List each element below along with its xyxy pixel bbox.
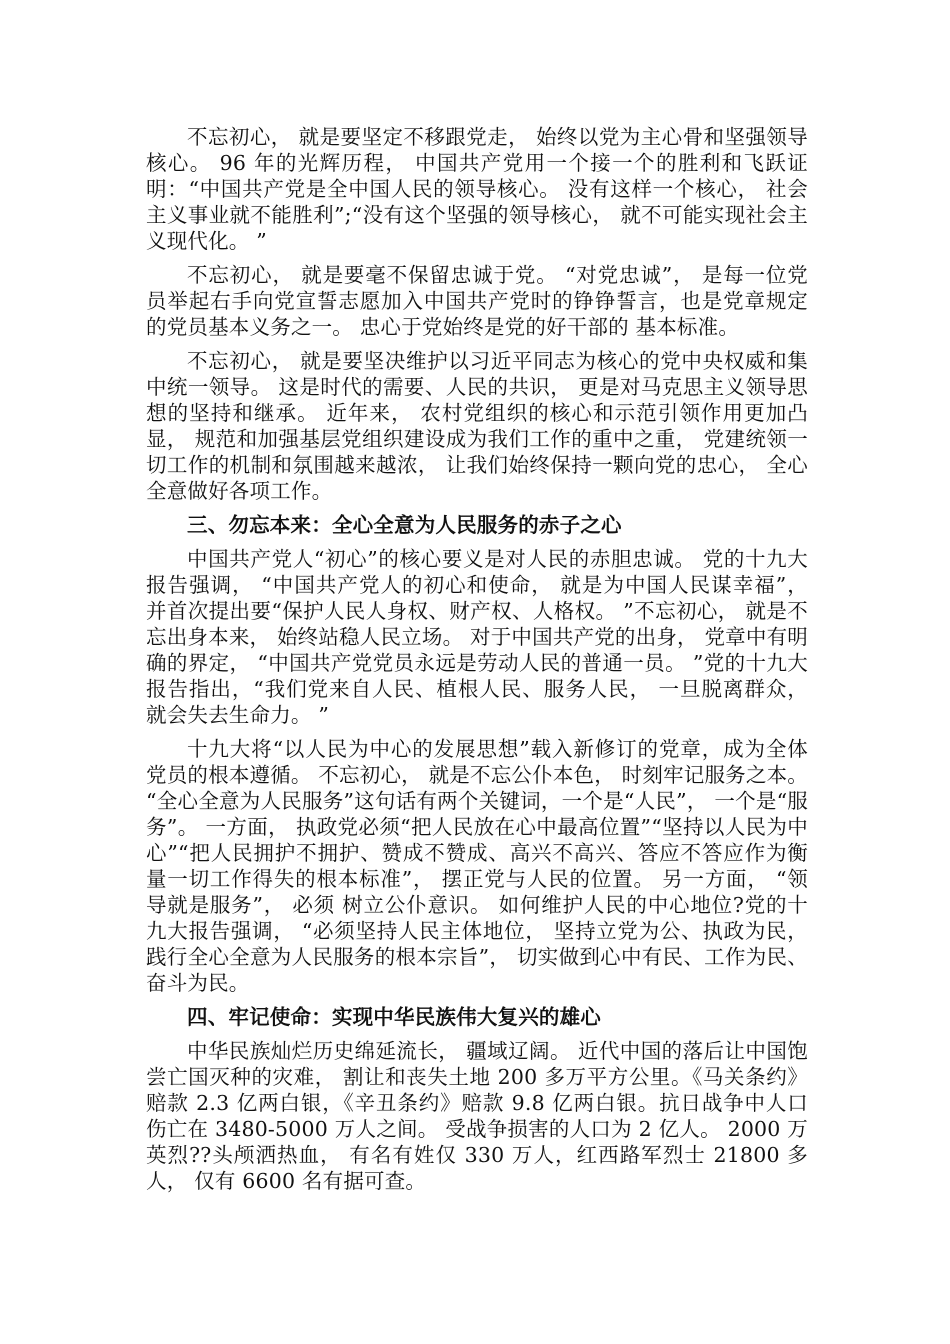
paragraph: 中华民族灿烂历史绵延流长， 疆域辽阔。 近代中国的落后让中国饱尝亡国灭种的灾难， 割让和丧失土地 200 多万平方公里。《马关条约》赔款 2.3 亿两白银，《辛丑条约》赔款 9.8 亿两白银。抗日战争中人口伤亡在 3480-5000 万人之间。 受战争损害的人口为 2 亿人。 2000 万英烈??头颅洒热血， 有名有姓仅 330 万人，红西路军烈士 21800 多人， 仅有 6600 名有据可查。 [146,1039,808,1193]
paragraph: 不忘初心， 就是要毫不保留忠诚于党。 “对党忠诚”， 是每一位党员举起右手向党宣誓志愿加入中国共产党时的铮铮誓言，也是党章规定的党员基本义务之一。 忠心于党始终是党的好干部的 基本标准。 [146,263,808,339]
paragraph: 中国共产党人“初心”的核心要义是对人民的赤胆忠诚。 党的十九大报告强调， “中国共产党人的初心和使命， 就是为中国人民谋幸福”， 并首次提出要“保护人民人身权、财产权、人格权。 ”不忘初心， 就是不忘出身本来， 始终站稳人民立场。 对于中国共产党的出身， 党章中有明确的界定， “中国共产党党员永远是劳动人民的普通一员。 ”党的十九大报告指出，“我们党来自人民、植根人民、服务人民， 一旦脱离群众， 就会失去生命力。 ” [146,547,808,727]
paragraph: 十九大将“以人民为中心的发展思想”载入新修订的党章，成为全体党员的根本遵循。 不忘初心， 就是不忘公仆本色， 时刻牢记服务之本。 “全心全意为人民服务”这句话有两个关键词，一个是“人民”， 一个是“服务”。 一方面， 执政党必须“把人民放在心中最高位置”“坚持以人民为中心”“把人民拥护不拥护、赞成不赞成、高兴不高兴、答应不答应作为衡量一切工作得失的根本标准”， 摆正党与人民的位置。 另一方面， “领导就是服务”， 必须 树立公仆意识。 如何维护人民的中心地位?党的十九大报告强调， “必须坚持人民主体地位， 坚持立党为公、执政为民， 践行全心全意为人民服务的根本宗旨”， 切实做到心中有民、工作为民、奋斗为民。 [146,737,808,995]
document-body [146,124,808,1202]
section-heading-4: 四、牢记使命：实现中华民族伟大复兴的雄心 [187,1005,601,1029]
paragraph: 不忘初心， 就是要坚定不移跟党走， 始终以党为主心骨和坚强领导核心。 96 年的光辉历程， 中国共产党用一个接一个的胜利和飞跃证明：“中国共产党是全中国人民的领导核心。 没有这样一个核心， 社会主义事业就不能胜利”;“没有这个坚强的领导核心， 就不可能实现社会主义现代化。 ” [146,125,808,253]
section-heading-3: 三、勿忘本来：全心全意为人民服务的赤子之心 [187,513,622,537]
paragraph: 不忘初心， 就是要坚决维护以习近平同志为核心的党中央权威和集中统一领导。 这是时代的需要、人民的共识， 更是对马克思主义领导思想的坚持和继承。 近年来， 农村党组织的核心和示范引领作用更加凸显， 规范和加强基层党组织建设成为我们工作的重中之重， 党建统领一切工作的机制和氛围越来越浓， 让我们始终保持一颗向党的忠心， 全心全意做好各项工作。 [146,349,808,503]
